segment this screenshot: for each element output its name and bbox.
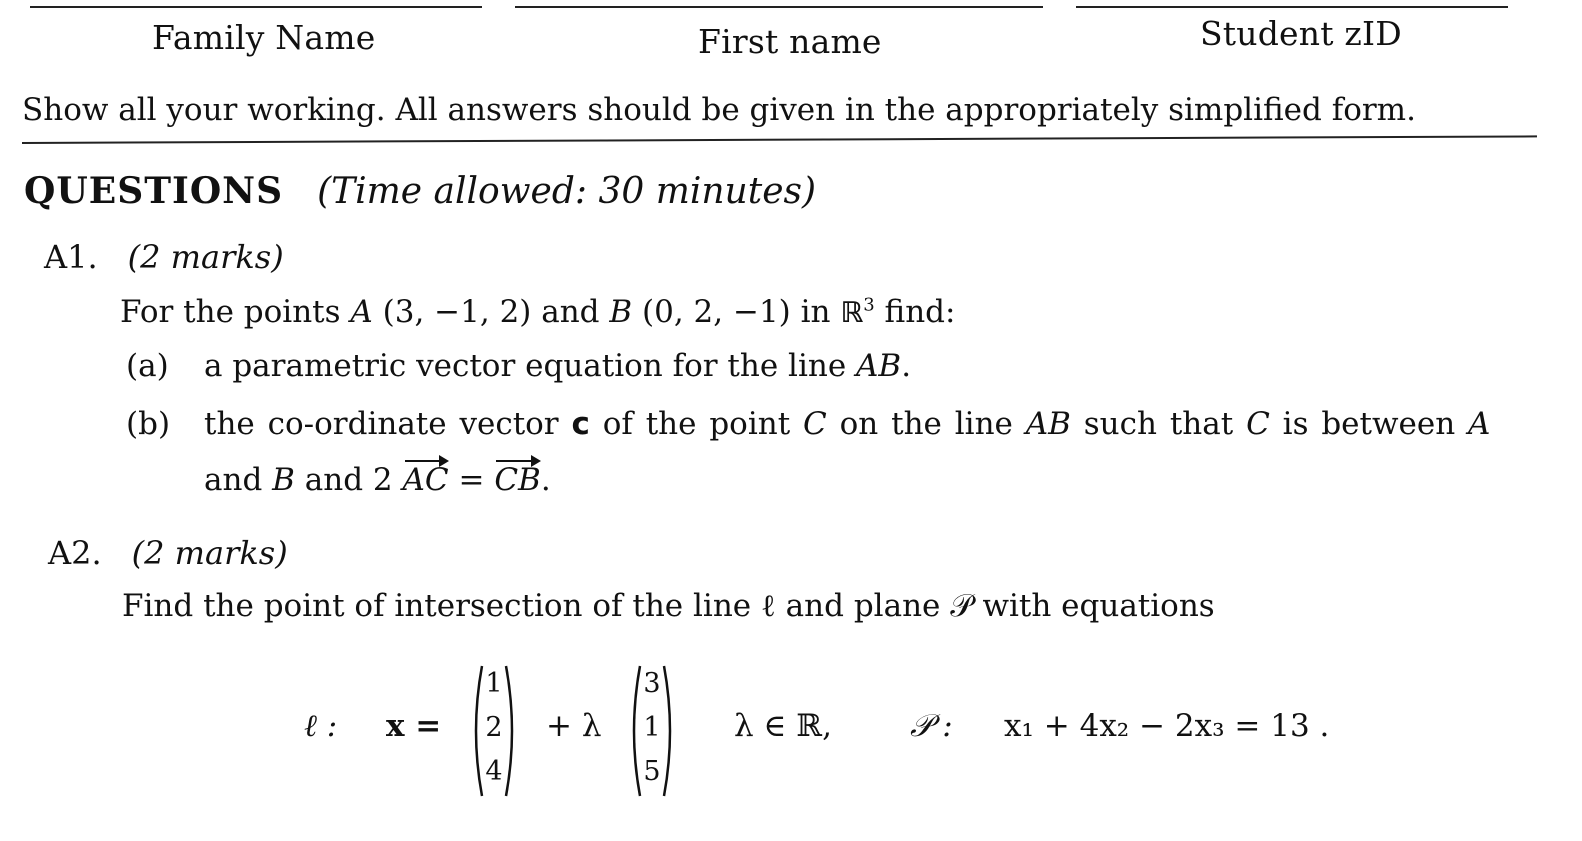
vector-cb: CB [494, 458, 541, 498]
question-a2-header [48, 534, 288, 572]
part-b-t7: and 2 [294, 462, 403, 498]
real-space-symbol: ℝ [840, 296, 864, 329]
direction-vector [628, 662, 676, 800]
point-b: B [272, 462, 295, 498]
dimension-exponent: 3 [863, 294, 875, 316]
point-c: C [1246, 406, 1270, 442]
intro-text: For the points [120, 294, 351, 330]
line-label: ℓ : [304, 708, 338, 744]
part-b-text-line2 [204, 458, 551, 498]
direction-vector-x2: 1 [643, 712, 661, 743]
part-b-text-line1 [204, 406, 1490, 442]
question-a1-intro [120, 294, 955, 330]
question-number: A1. [44, 238, 98, 276]
direction-vector-x3: 5 [643, 756, 661, 787]
vector-c: c [571, 406, 590, 442]
section-title: QUESTIONS [24, 170, 284, 212]
plus-lambda: + λ [546, 708, 602, 744]
question-a1-header [44, 238, 284, 276]
point-c: C [803, 406, 827, 442]
part-b-t1: the co-ordinate vector [204, 406, 572, 442]
direction-vector-x1: 3 [643, 668, 661, 699]
equals-sign: = [448, 462, 495, 498]
point-vector-x1: 1 [485, 668, 503, 699]
part-a-text [204, 348, 911, 384]
part-a-body: a parametric vector equation for the line [204, 348, 857, 384]
line-lhs: x = [386, 708, 442, 744]
line-ab: AB [1025, 406, 1071, 442]
student-id-label: Student zID [1200, 14, 1402, 53]
plane-label: 𝒫 : [910, 708, 953, 744]
point-a: A [350, 294, 373, 330]
part-a-label: (a) [126, 348, 169, 384]
first-name-field-line [515, 0, 1043, 8]
time-allowed: (Time allowed: 30 minutes) [317, 171, 817, 212]
section-heading [24, 170, 816, 212]
student-id-field-line [1076, 0, 1508, 8]
question-marks: (2 marks) [127, 238, 284, 276]
divider [22, 135, 1537, 144]
vector-ac: AC [403, 458, 449, 498]
point-a-coords: (3, −1, 2) and [372, 294, 610, 330]
part-b-t3: on the line [826, 406, 1026, 442]
line-ab: AB [856, 348, 902, 384]
point-vector-x3: 4 [485, 756, 503, 787]
question-number: A2. [48, 534, 102, 572]
lambda-domain: λ ∈ ℝ, [734, 708, 832, 744]
part-b-t5: is between [1269, 406, 1469, 442]
part-b-end: . [540, 462, 551, 498]
first-name-label: First name [698, 22, 882, 61]
family-name-label: Family Name [152, 18, 376, 57]
part-b-t6: and [204, 462, 273, 498]
part-b-label: (b) [126, 406, 171, 442]
part-b-t2: of the point [589, 406, 804, 442]
intro-end: find: [874, 294, 956, 330]
family-name-field-line [30, 0, 482, 8]
point-b: B [609, 294, 633, 330]
plane-equation: x₁ + 4x₂ − 2x₃ = 13 . [1004, 708, 1330, 744]
instructions: Show all your working. All answers should be given in the appropriately simplified form. [22, 92, 1416, 128]
point-vector-x2: 2 [485, 712, 503, 743]
question-a2-text: Find the point of intersection of the line ℓ and plane 𝒫 with equations [122, 588, 1215, 624]
part-a-end: . [901, 348, 912, 384]
equations-row [0, 662, 1582, 812]
point-a: A [1468, 406, 1491, 442]
part-b-t4: such that [1070, 406, 1247, 442]
point-vector [470, 662, 518, 800]
point-b-coords: (0, 2, −1) in [632, 294, 841, 330]
question-marks: (2 marks) [131, 534, 288, 572]
